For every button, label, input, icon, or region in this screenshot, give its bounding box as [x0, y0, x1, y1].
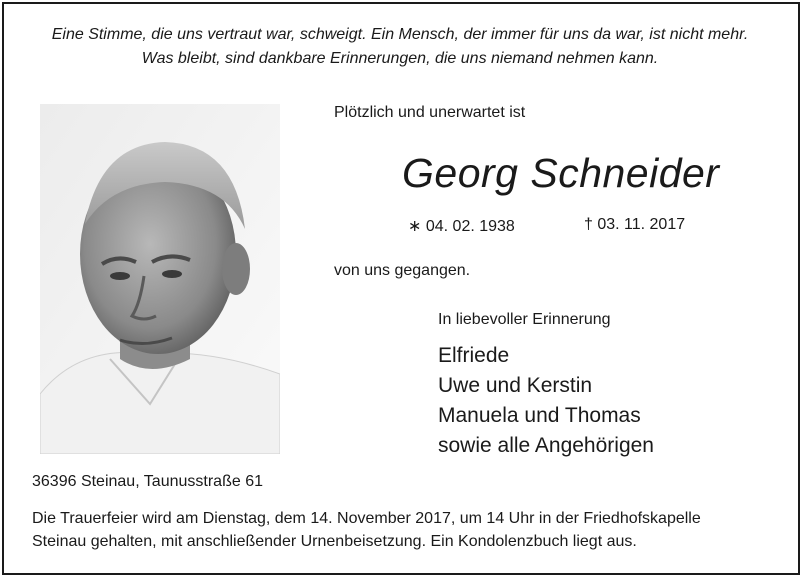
memory-text: In liebevoller Erinnerung	[438, 311, 611, 328]
funeral-line-2: Steinau gehalten, mit anschließender Urnenbeisetzung. Ein Kondolenzbuch liegt aus.	[32, 533, 637, 550]
portrait-photo	[40, 104, 280, 454]
funeral-line-1: Die Trauerfeier wird am Dienstag, dem 14. November 2017, um 14 Uhr in der Friedhofskapelle	[32, 510, 701, 527]
passed-text: von uns gegangen.	[334, 262, 471, 279]
mourner-3: Manuela und Thomas	[438, 404, 641, 427]
mourner-1: Elfriede	[438, 344, 510, 367]
mourner-2: Uwe und Kerstin	[438, 374, 593, 397]
quote-line-2: Was bleibt, sind dankbare Erinnerungen, die uns niemand nehmen kann.	[141, 50, 659, 67]
quote-line-1: Eine Stimme, die uns vertraut war, schweigt. Ein Mensch, der immer für uns da war, ist nicht mehr.	[51, 26, 749, 43]
birth-date: ∗ 04. 02. 1938	[408, 218, 515, 235]
intro-text: Plötzlich und unerwartet ist	[334, 104, 526, 121]
death-date: † 03. 11. 2017	[584, 216, 686, 233]
mourner-4: sowie alle Angehörigen	[438, 434, 654, 457]
address: 36396 Steinau, Taunusstraße 61	[32, 473, 263, 490]
deceased-name: Georg Schneider	[402, 150, 720, 196]
